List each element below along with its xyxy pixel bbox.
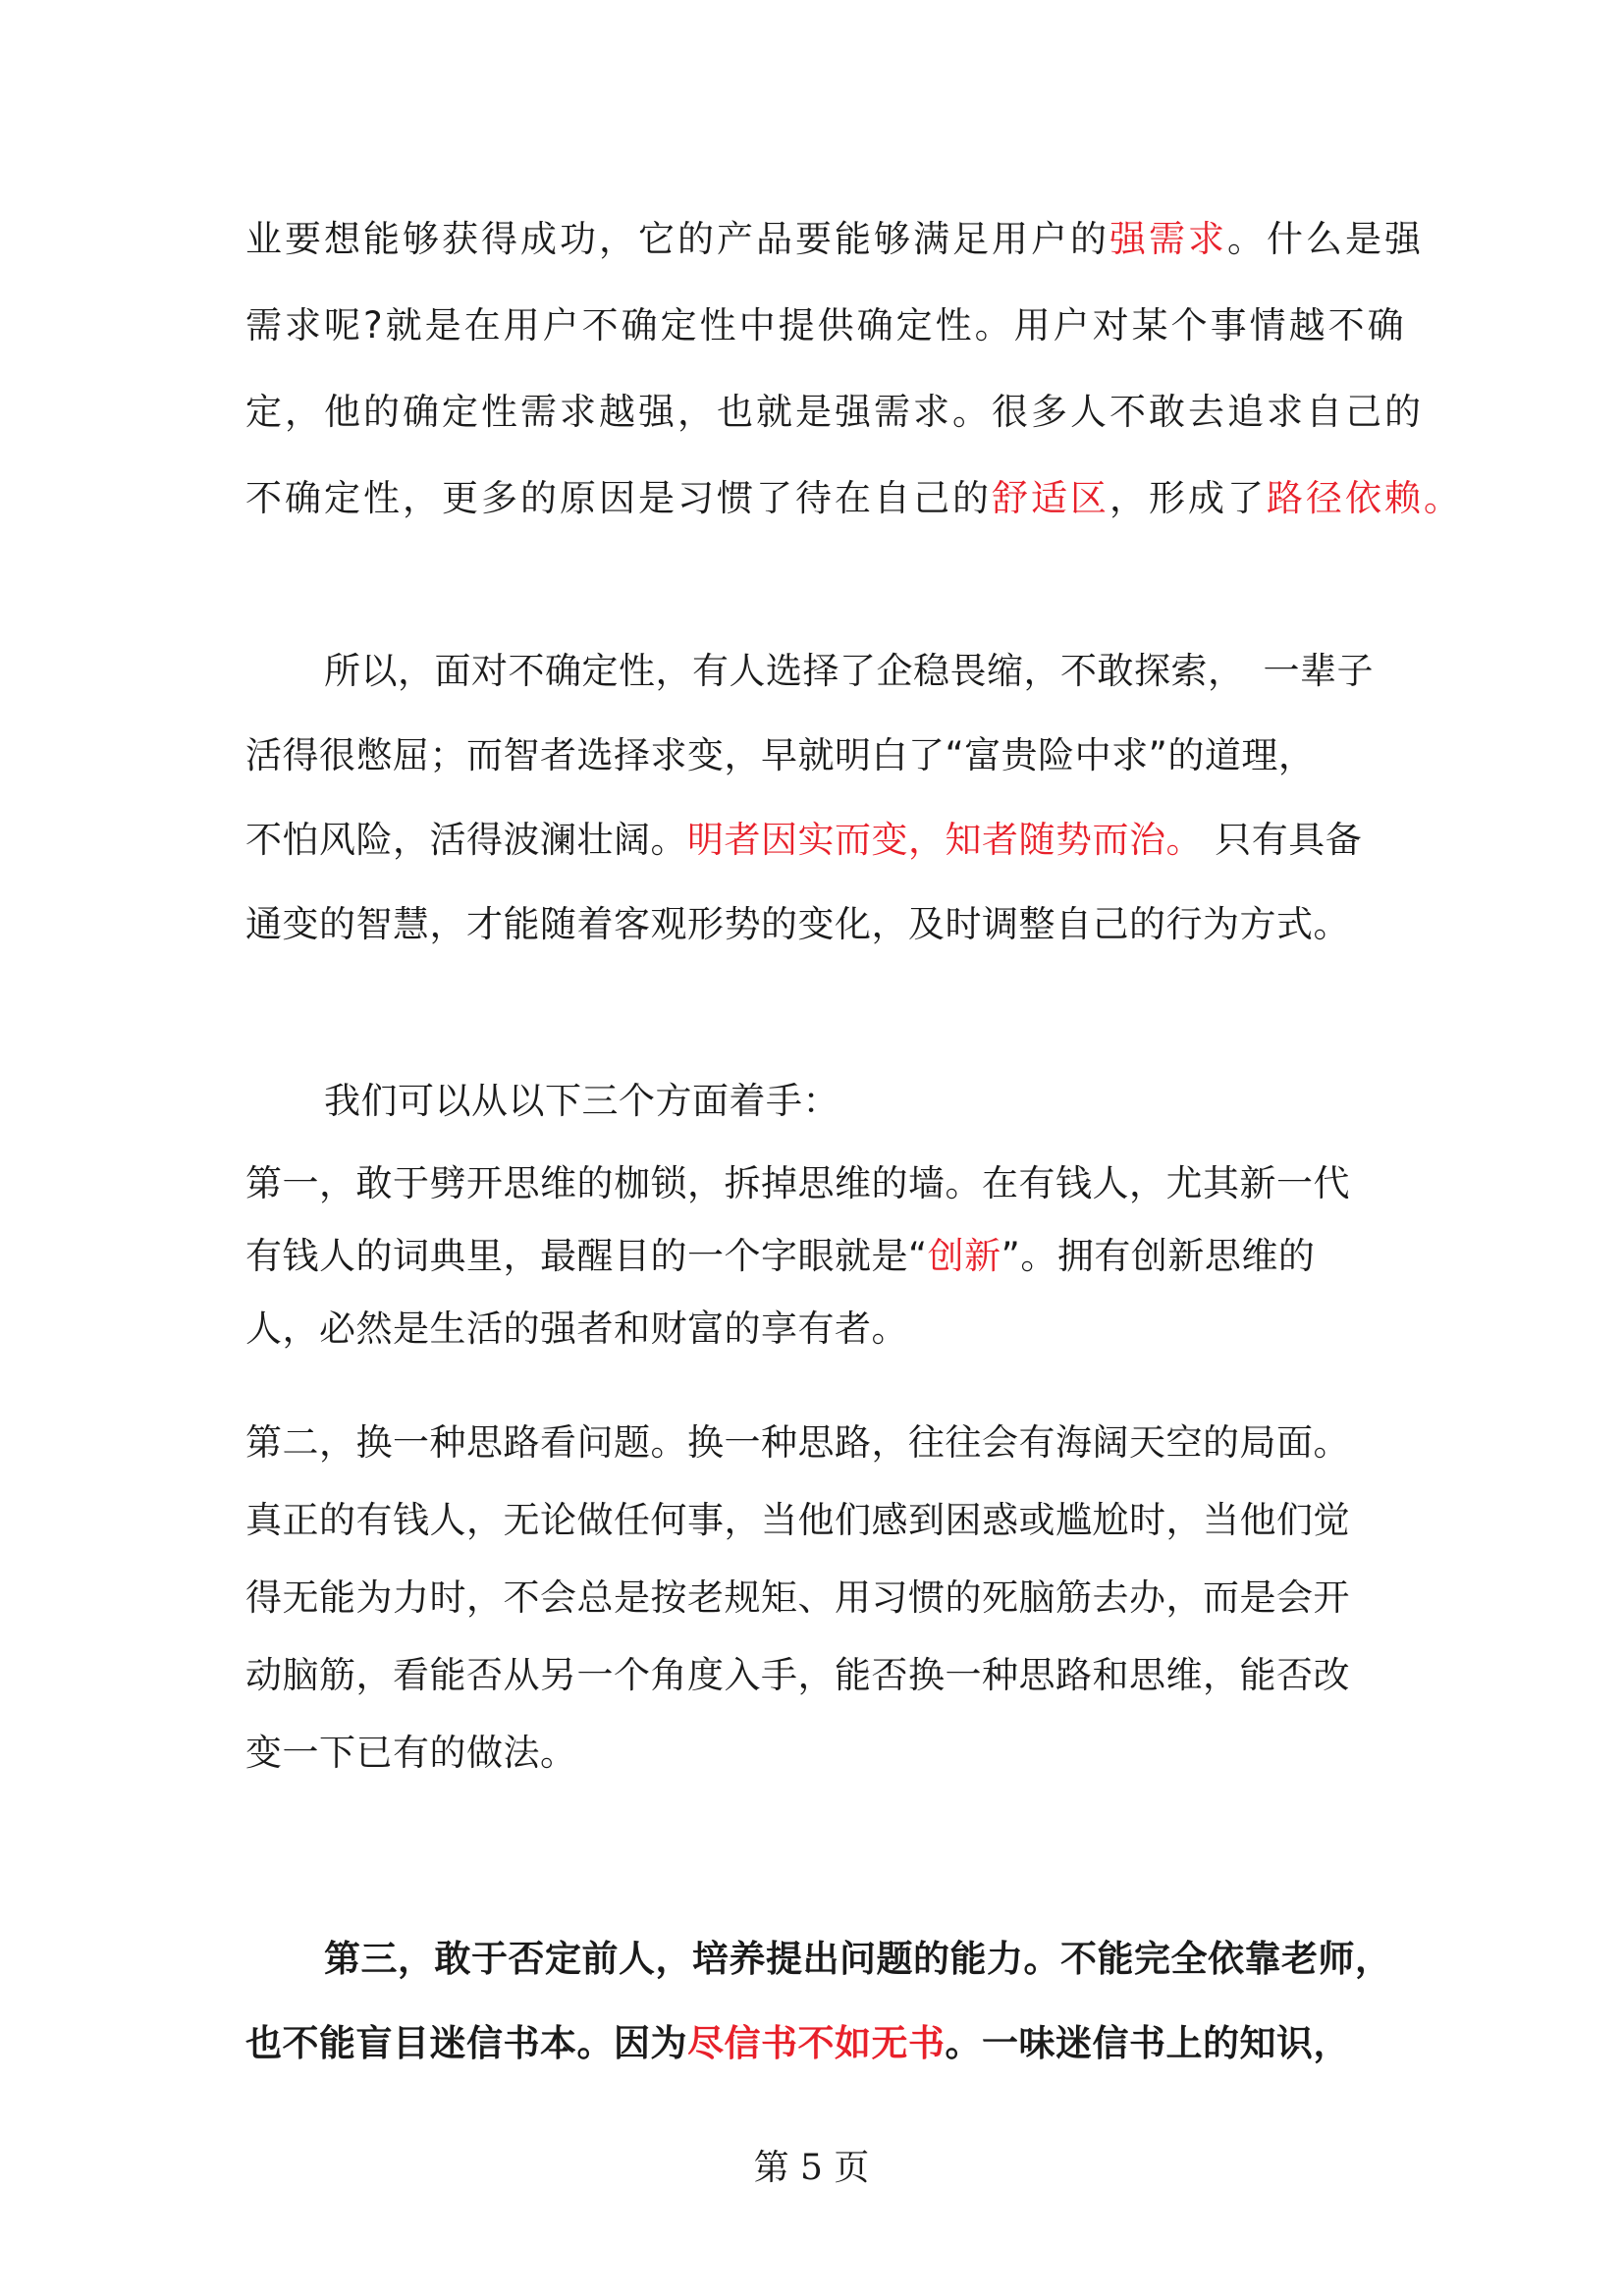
text: 。什么是强 (1227, 218, 1424, 260)
p1-line-1 (245, 218, 1424, 261)
text: 第一，敢于劈开思维的枷锁，拆掉思维的墙。在有钱人，尤其新一代 (245, 1162, 1350, 1204)
text: 通变的智慧，才能随着客观形势的变化，及时调整自己的行为方式。 (245, 903, 1350, 945)
p2-line-4 (245, 903, 1404, 946)
highlight-innovation: 创新 (927, 1235, 1001, 1277)
p4-line-5 (245, 1732, 1404, 1775)
text: 需求呢?就是在用户不确定性中提供确定性。用户对某个事情越不确 (245, 304, 1407, 347)
text: 只有具备 (1203, 819, 1363, 861)
text: 动脑筋，看能否从另一个角度入手，能否换一种思路和思维，能否改 (245, 1654, 1350, 1696)
text: ，形成了 (1109, 477, 1267, 519)
text: 。一味迷信书上的知识， (945, 2022, 1350, 2064)
p4-line-1 (245, 1421, 1404, 1465)
text: 变一下已有的做法。 (245, 1732, 577, 1774)
text: 我们可以从以下三个方面着手： (324, 1080, 839, 1122)
p3-line-1 (245, 1162, 1404, 1205)
text: 所以，面对不确定性，有人选择了企稳畏缩，不敢探索， 一辈子 (324, 650, 1374, 692)
text: 业要想能够获得成功，它的产品要能够满足用户的 (245, 218, 1109, 260)
p2-line-1 (324, 650, 1483, 693)
text: 真正的有钱人，无论做任何事，当他们感到困惑或尴尬时，当他们觉 (245, 1499, 1350, 1541)
text: 定，他的确定性需求越强，也就是强需求。很多人不敢去追求自己的 (245, 391, 1424, 433)
text: 人，必然是生活的强者和财富的享有者。 (245, 1308, 908, 1350)
text: 不怕风险，活得波澜壮阔。 (245, 819, 687, 861)
highlight-quote: 明者因实而变，知者随势而治。 (687, 819, 1203, 861)
p3-intro (324, 1080, 1483, 1123)
highlight-books-quote: 尽信书不如无书 (687, 2022, 946, 2064)
text: 也不能盲目迷信书本。因为 (245, 2022, 687, 2064)
p4-line-2 (245, 1499, 1404, 1542)
highlight-comfort-zone: 舒适区 (992, 477, 1109, 519)
text: 有钱人的词典里，最醒目的一个字眼就是“ (245, 1235, 928, 1277)
text: 第二，换一种思路看问题。换一种思路，往往会有海阔天空的局面。 (245, 1421, 1350, 1464)
highlight-strong-demand: 强需求 (1109, 218, 1227, 260)
text: ”。拥有创新思维的 (1001, 1235, 1316, 1277)
p2-line-2 (245, 734, 1404, 777)
p4-line-3 (245, 1576, 1404, 1620)
p1-line-4 (245, 477, 1463, 520)
p2-line-3 (245, 819, 1404, 862)
highlight-path-dependence: 路径依赖。 (1267, 477, 1463, 519)
p4-line-4 (245, 1654, 1404, 1697)
p3-line-3 (245, 1308, 1404, 1351)
text: 得无能为力时，不会总是按老规矩、用习惯的死脑筋去办，而是会开 (245, 1576, 1350, 1619)
text: 第三，敢于否定前人，培养提出问题的能力。不能完全依靠老师， (324, 1938, 1392, 1980)
page-number: 第 5 页 (753, 2148, 870, 2188)
text: 不确定性，更多的原因是习惯了待在自己的 (245, 477, 992, 519)
p5-line-2 (245, 2022, 1404, 2065)
p1-line-2 (245, 304, 1407, 347)
text: 活得很憋屈；而智者选择求变，早就明白了“富贵险中求”的道理， (245, 734, 1316, 776)
p3-line-2 (245, 1235, 1404, 1278)
p5-line-1 (324, 1938, 1483, 1981)
p1-line-3 (245, 391, 1424, 434)
